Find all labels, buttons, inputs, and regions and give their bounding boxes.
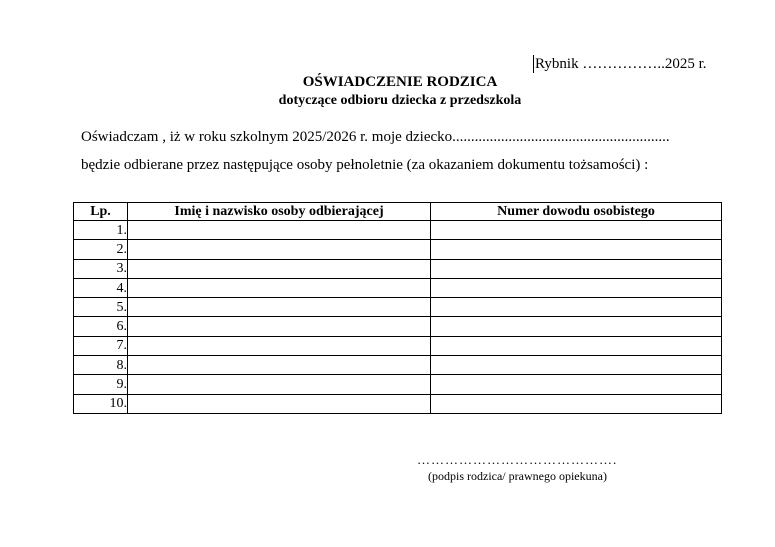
column-header-id-number: Numer dowodu osobistego [431, 203, 722, 221]
name-cell[interactable] [128, 375, 431, 394]
id-number-cell[interactable] [431, 394, 722, 413]
row-number: 5. [74, 298, 128, 317]
id-number-cell[interactable] [431, 240, 722, 259]
id-number-cell[interactable] [431, 336, 722, 355]
column-header-name: Imię i nazwisko osoby odbierającej [128, 203, 431, 221]
signature-caption: (podpis rodzica/ prawnego opiekuna) [428, 469, 607, 483]
table-row [74, 278, 722, 297]
table-row [74, 298, 722, 317]
row-number: 8. [74, 356, 128, 375]
id-number-cell[interactable] [431, 298, 722, 317]
name-cell[interactable] [128, 336, 431, 355]
id-number-cell[interactable] [431, 278, 722, 297]
name-cell[interactable] [128, 240, 431, 259]
name-cell[interactable] [128, 356, 431, 375]
row-number: 1. [74, 221, 128, 240]
table-row [74, 336, 722, 355]
document-title: OŚWIADCZENIE RODZICA [302, 74, 498, 90]
id-number-cell[interactable] [431, 259, 722, 278]
row-number: 2. [74, 240, 128, 259]
id-number-cell[interactable] [431, 375, 722, 394]
id-number-cell[interactable] [431, 221, 722, 240]
table-row [74, 375, 722, 394]
name-cell[interactable] [128, 298, 431, 317]
signature-line: ……………………………………. [417, 452, 618, 467]
table-row [74, 356, 722, 375]
row-number: 3. [74, 259, 128, 278]
row-number: 7. [74, 336, 128, 355]
table-row [74, 240, 722, 259]
id-number-cell[interactable] [431, 317, 722, 336]
table-header-row [74, 203, 722, 221]
place-date: Rybnik ……………..2025 r. [535, 56, 707, 72]
column-header-lp: Lp. [74, 203, 128, 221]
id-number-cell[interactable] [431, 356, 722, 375]
authorized-persons-table [73, 202, 722, 414]
row-number: 4. [74, 278, 128, 297]
name-cell[interactable] [128, 221, 431, 240]
name-cell[interactable] [128, 259, 431, 278]
table-row [74, 317, 722, 336]
table-row [74, 394, 722, 413]
text-cursor [533, 55, 534, 73]
name-cell[interactable] [128, 394, 431, 413]
name-cell[interactable] [128, 317, 431, 336]
row-number: 9. [74, 375, 128, 394]
row-number: 6. [74, 317, 128, 336]
name-cell[interactable] [128, 278, 431, 297]
row-number: 10. [74, 394, 128, 413]
table-row [74, 221, 722, 240]
statement-line-1: Oświadczam , iż w roku szkolnym 2025/2026 r. moje dziecko.......................................................... [81, 129, 670, 145]
document-subtitle: dotyczące odbioru dziecka z przedszkola [278, 93, 522, 108]
statement-line-2: będzie odbierane przez następujące osoby pełnoletnie (za okazaniem dokumentu tożsamości) : [81, 157, 649, 173]
table-row [74, 259, 722, 278]
